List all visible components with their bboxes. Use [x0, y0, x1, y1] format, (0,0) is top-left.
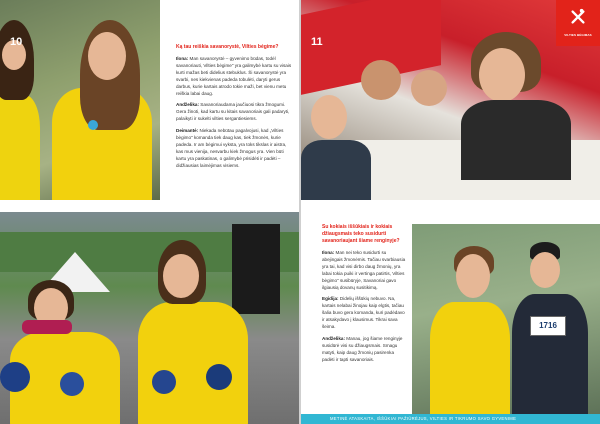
interview-column-b [322, 224, 406, 369]
volunteer-face [163, 254, 199, 298]
volunteer-top [461, 100, 571, 180]
vilties-begimas-logo [556, 0, 600, 46]
volunteer-shirt [430, 302, 510, 424]
answer-text: Didelių iššūkių nebuvo. Na, kartais nelabai žinojau kaip elgtis, tačiau šalia buvo gera komanda, kuri padėdavo ir atsakydavo į klausimus. Tikrai sava šeima. [322, 296, 405, 330]
boy-face [311, 95, 347, 139]
interview-column-a [176, 44, 294, 175]
answer-paragraph [322, 296, 406, 331]
race-bib: 1716 [530, 316, 566, 336]
volunteer-face [479, 48, 525, 102]
loudspeaker [232, 224, 280, 314]
speaker-name: Andželika: [322, 335, 345, 341]
footer-text: METINĖ ATASKAITA, IŠŠŪKIAI PAŽIŪRĖJUS, VILTIES IR TIKRUMO SAVO GYVENIME [330, 416, 517, 421]
answer-paragraph [176, 102, 294, 123]
answer-text: Man savanorystė – gyvenimo būdas, todėl savanoriauti, Vilties bėgime" yra galimybė kartu su visais kurti mažas beti didelius stebuklus. Ši savanorystė yra svarbi, nes kiekvienas padeda tobulėti, daryti gerus darbus, kurie kartais atrodo tokie maži, bet vienu metu reiškia labai daug. [176, 56, 292, 96]
scarf [22, 320, 72, 334]
volunteer-face [88, 32, 126, 80]
page-number-left: 10 [10, 36, 23, 48]
ball [206, 364, 232, 390]
answer-paragraph [176, 128, 294, 169]
answer-paragraph [322, 250, 406, 291]
speaker-name: Ilona: [176, 56, 189, 61]
volunteers-photo-left [0, 0, 160, 200]
crowd-person [361, 60, 401, 100]
badge-icon [88, 120, 98, 130]
page-number-right: 11 [311, 36, 323, 48]
volunteers-photo-bottom [0, 212, 299, 424]
bottom-spread [0, 212, 600, 424]
answer-text: Savanoriaudama jaučiuosi tikra žmogumi. Gera žinoti, kad kartu su kitais savanoriais gali padaryti, palaikyti ir sukelti vilties sergantiesiems. [176, 102, 290, 122]
question-heading: Su kokiais iššūkiais ir kokiais džiaugsmais teko susidurti savanoriaujant šiame renginyje? [322, 224, 400, 244]
page-gutter [299, 212, 301, 424]
runners-photo [412, 224, 600, 424]
answer-paragraph [322, 336, 406, 364]
ball [152, 370, 176, 394]
volunteer-shirt [0, 95, 40, 200]
ball [0, 362, 30, 392]
question-heading: Ką tau reiškia savanorystė, Vilties bėgime? [176, 44, 279, 50]
runner-face [530, 252, 560, 288]
runner-jacket [512, 294, 588, 424]
volunteer-face [456, 254, 490, 298]
runner-icon [569, 8, 587, 26]
volunteer-shirt [138, 302, 248, 424]
answer-text: Man nei teko susidurti su abejingais žmonėmis. Tačiau svarbiausia yra tai, kad visi dirbo daug žmonių, yra labai tokia puiki ir vertinga patirtis, Vilties bėgimo" susibūryje, Savanoriai gavo ilgiausią dovanų susitikimą. [322, 250, 406, 290]
speaker-name: Ilona: [322, 250, 335, 255]
crowd-person [411, 70, 447, 106]
answer-text: Niekada nebūtau pagalvojusi, kad „Vilties bėgimo" komanda tiek daug kas, tiek žmonės, kurie padeda. Ir am bėgimui vyksta, yra toks tikslas ir aistra, kas mus vienija, nesvarbu kiek žmogus yra. Vien būti kartu yra paskatinas, o galimybė prisidėti ir padėti – didžiausias laimėjimas visiems. [176, 128, 287, 168]
answer-text: Manau, jog šiame renginyje susidūrė visi su džiaugsmais. Smagu matyti, kaip daug žmonių pasirenka padėti ir tapti savanoriais. [322, 335, 403, 362]
answer-paragraph [176, 56, 294, 97]
speaker-name: Andželika: [176, 102, 199, 108]
speaker-name: Egidija: [322, 296, 339, 302]
speaker-name: Deimantė: [176, 128, 199, 134]
boy-jacket [301, 140, 371, 200]
ball [60, 372, 84, 396]
logo-text: VILTIES BĖGIMAS [564, 33, 592, 37]
